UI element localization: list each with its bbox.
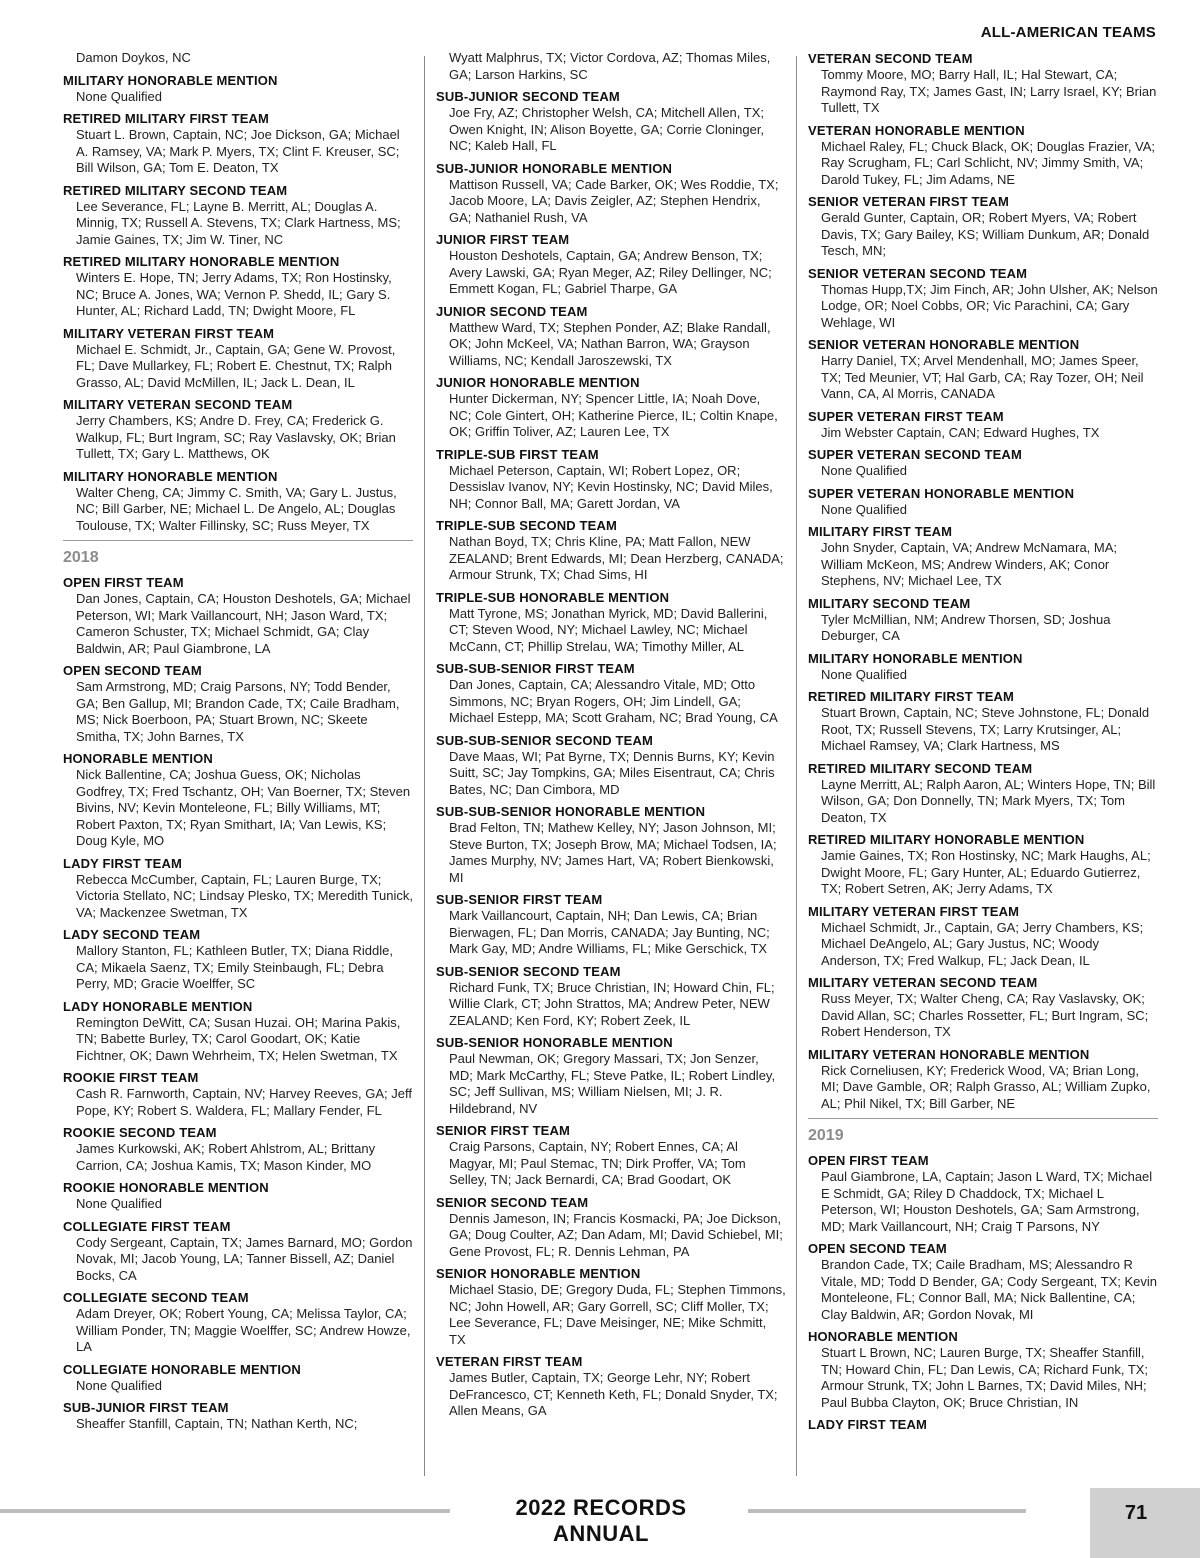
team-members: Houston Deshotels, Captain, GA; Andrew Benson, TX; Avery Lawski, GA; Ryan Meger, AZ; Riley Dellinger, NC; Emmett Kogan, FL; Gabriel Tharpe, GA — [449, 248, 772, 296]
year-heading-block — [63, 540, 413, 568]
team-heading: VETERAN FIRST TEAM — [436, 1354, 583, 1369]
team-entry — [63, 1218, 413, 1285]
team-members: Brandon Cade, TX; Caile Bradham, MS; Alessandro R Vitale, MD; Todd D Bender, GA; Cody Sergeant, TX; Kevin Monteleone, FL; Connor Ball, MA; Nick Ballentine, CA; Clay Baldwin, AR; Gordon Novak, MI — [821, 1257, 1158, 1322]
team-entry — [808, 760, 1158, 827]
team-members: Richard Funk, TX; Bruce Christian, IN; Howard Chin, FL; Willie Clark, CT; John Strattos, MA; Andrew Peter, NEW ZEALAND; Ken Ford, KY; Robert Zeek, IL — [449, 979, 775, 1028]
team-heading: LADY HONORABLE MENTION — [63, 998, 253, 1014]
team-heading: MILITARY VETERAN FIRST TEAM — [808, 903, 1020, 919]
team-heading: TRIPLE-SUB SECOND TEAM — [436, 518, 617, 533]
team-heading: OPEN SECOND TEAM — [808, 1241, 947, 1256]
team-entry — [63, 325, 413, 392]
team-entry — [808, 650, 1158, 684]
team-entry — [808, 485, 1158, 519]
team-heading: TRIPLE-SUB FIRST TEAM — [436, 446, 599, 462]
team-entry — [63, 1124, 413, 1174]
team-heading: SUB-SENIOR HONORABLE MENTION — [436, 1035, 673, 1050]
team-heading: LADY FIRST TEAM — [63, 855, 183, 871]
team-members: Matthew Ward, TX; Stephen Ponder, AZ; Blake Randall, OK; John McKeel, VA; Nathan Barron, WA; Grayson Williams, NC; Kendall Jaroszewski, TX — [449, 319, 771, 368]
team-members: Cash R. Farnworth, Captain, NV; Harvey Reeves, GA; Jeff Pope, KY; Robert S. Waldera, FL; Mallary Fender, FL — [76, 1086, 412, 1118]
team-heading: SENIOR SECOND TEAM — [436, 1194, 589, 1210]
team-members: Rebecca McCumber, Captain, FL; Lauren Burge, TX; Victoria Stellato, NC; Lindsay Plesko, TX; Meredith Tunick, VA; Mackenzee Swetman, TX — [76, 871, 413, 920]
team-entry — [436, 50, 786, 83]
team-entry — [436, 1194, 786, 1261]
team-heading: MILITARY HONORABLE MENTION — [63, 468, 278, 484]
team-heading: MILITARY VETERAN FIRST TEAM — [63, 325, 275, 341]
team-heading: HONORABLE MENTION — [808, 1329, 958, 1344]
team-entry — [63, 574, 413, 657]
team-heading: MILITARY FIRST TEAM — [808, 524, 953, 539]
team-members: Mattison Russell, VA; Cade Barker, OK; Wes Roddie, TX; Jacob Moore, LA; Davis Zeigler, AZ; Stephen Hendrix, GA; Nathaniel Rush, VA — [449, 176, 779, 225]
team-heading: ROOKIE FIRST TEAM — [63, 1070, 199, 1085]
team-members: Sheaffer Stanfill, Captain, TN; Nathan Kerth, NC; — [76, 1416, 358, 1431]
team-members: John Snyder, Captain, VA; Andrew McNamara, MA; William McKeon, MS; Andrew Winders, AK; Conor Stephens, NV; Michael Lee, TX — [821, 540, 1118, 588]
team-members: Dave Maas, WI; Pat Byrne, TX; Dennis Burns, KY; Kevin Suitt, SC; Jay Tompkins, GA; Miles Eisentraut, CA; Chris Bates, NC; Dan Cimbora, MD — [449, 748, 775, 797]
column-divider — [424, 56, 425, 1476]
team-heading: RETIRED MILITARY FIRST TEAM — [63, 111, 270, 126]
team-members: Michael Raley, FL; Chuck Black, OK; Douglas Frazier, VA; Ray Scrugham, FL; Carl Schlicht, NV; Jimmy Smith, VA; Darold Tukey, FL; Jim Adams, NE — [821, 138, 1156, 187]
team-entry — [63, 1179, 413, 1213]
team-entry — [436, 891, 786, 958]
team-heading: SUB-SUB-SENIOR HONORABLE MENTION — [436, 804, 706, 819]
team-members: Nathan Boyd, TX; Chris Kline, PA; Matt Fallon, NEW ZEALAND; Brent Edwards, MI; Dean Herzberg, CANADA; Armour Strunk, TX; Chad Sims, HI — [449, 534, 784, 582]
team-members: James Kurkowski, AK; Robert Ahlstrom, AL; Brittany Carrion, CA; Joshua Kamis, TX; Mason Kinder, MO — [76, 1141, 376, 1173]
team-heading: ROOKIE HONORABLE MENTION — [63, 1180, 269, 1195]
team-members: None Qualified — [821, 501, 907, 517]
column-divider — [796, 56, 797, 1476]
team-members: Russ Meyer, TX; Walter Cheng, CA; Ray Vaslavsky, OK; David Allan, SC; Charles Rossetter, FL; Burt Ingram, SC; Robert Henderson, TX — [821, 991, 1149, 1039]
team-entry — [808, 193, 1158, 260]
team-members: Mark Vaillancourt, Captain, NH; Dan Lewis, CA; Brian Bierwagen, FL; Dan Morris, CANADA; Jay Bunting, NC; Mark Gay, MD; Andre Williams, FL; Mike Gerschick, TX — [449, 908, 770, 956]
team-entry — [436, 803, 786, 886]
team-entry — [436, 589, 786, 656]
team-members: Dan Jones, Captain, CA; Houston Deshotels, GA; Michael Peterson, WI; Mark Vaillancourt, NH; Jason Ward, TX; Cameron Schuster, TX; Michael Schmidt, GA; Clay Baldwin, AR; Paul Giambrone, LA — [76, 591, 411, 656]
team-entry — [63, 182, 413, 249]
team-entry — [808, 1416, 1158, 1433]
team-entry — [808, 50, 1158, 117]
team-heading: MILITARY VETERAN SECOND TEAM — [808, 975, 1038, 990]
team-heading: VETERAN HONORABLE MENTION — [808, 122, 1025, 138]
team-heading: SUPER VETERAN FIRST TEAM — [808, 408, 1004, 424]
team-members: Tyler McMillian, NM; Andrew Thorsen, SD; Joshua Deburger, CA — [821, 611, 1111, 643]
team-heading: RETIRED MILITARY HONORABLE MENTION — [808, 832, 1085, 847]
team-members: James Butler, Captain, TX; George Lehr, NY; Robert DeFrancesco, CT; Kenneth Keth, FL; Donald Snyder, TX; Allen Means, GA — [449, 1370, 778, 1418]
year-heading: 2018 — [63, 549, 99, 566]
team-members: Damon Doykos, NC — [76, 50, 191, 65]
team-members: Paul Newman, OK; Gregory Massari, TX; Jon Senzer, MD; Mark McCarthy, FL; Steve Patke, IL; Robert Lindley, SC; Jeff Sullivan, MS; William Nielsen, MI; J. R. Hildebrand, NV — [449, 1051, 776, 1116]
team-members: Brad Felton, TN; Mathew Kelley, NY; Jason Johnson, MI; Steve Burton, TX; Joseph Brow, MA; Michael Todsen, IA; James Murphy, NV; James Hart, VA; Robert Bienkowski, MI — [449, 820, 777, 885]
team-entry — [436, 374, 786, 441]
column-2 — [436, 50, 786, 1425]
team-members: Mallory Stanton, FL; Kathleen Butler, TX; Diana Riddle, CA; Mikaela Saenz, TX; Emily Steinbaugh, FL; Debra Perry, MD; Gracie Woelffer, SC — [76, 943, 393, 991]
team-heading: SUPER VETERAN SECOND TEAM — [808, 447, 1022, 462]
team-entry — [63, 1289, 413, 1356]
team-entry — [63, 926, 413, 993]
team-heading: SUB-SENIOR SECOND TEAM — [436, 963, 621, 979]
team-heading: COLLEGIATE FIRST TEAM — [63, 1218, 231, 1234]
team-heading: SENIOR FIRST TEAM — [436, 1123, 570, 1138]
team-entry — [808, 408, 1158, 442]
team-entry — [63, 468, 413, 535]
team-heading: SUB-SUB-SENIOR FIRST TEAM — [436, 661, 635, 676]
team-members: Hunter Dickerman, NY; Spencer Little, IA; Noah Dove, NC; Cole Gintert, OH; Katherine Pierce, IL; Coltin Knape, OK; Griffin Toliver, AZ; Lauren Lee, TX — [449, 391, 778, 439]
running-head: ALL-AMERICAN TEAMS — [980, 24, 1156, 41]
team-entry — [63, 662, 413, 745]
team-heading: COLLEGIATE SECOND TEAM — [63, 1290, 249, 1305]
team-heading: TRIPLE-SUB HONORABLE MENTION — [436, 589, 670, 605]
team-entry — [63, 50, 413, 67]
team-members: Lee Severance, FL; Layne B. Merritt, AL; Douglas A. Minnig, TX; Russell A. Stevens, TX; Clark Hartness, MS; Jamie Gaines, TX; Jim W. Tiner, NC — [76, 198, 401, 247]
team-heading: SENIOR VETERAN HONORABLE MENTION — [808, 337, 1080, 352]
team-entry — [436, 303, 786, 370]
footer-title: 2022 RECORDS ANNUAL — [515, 1495, 687, 1546]
team-entry — [63, 1361, 413, 1395]
team-entry — [436, 1034, 786, 1117]
team-entry — [436, 1265, 786, 1348]
team-heading: LADY FIRST TEAM — [808, 1417, 928, 1432]
year-heading: 2019 — [808, 1127, 844, 1144]
team-members: Jerry Chambers, KS; Andre D. Frey, CA; Frederick G. Walkup, FL; Burt Ingram, SC; Ray Vaslavsky, OK; Brian Tullett, TX; Gary L. Matthews, OK — [76, 413, 396, 461]
team-members: Thomas Hupp,TX; Jim Finch, AR; John Ulsher, AK; Nelson Lodge, OR; Noel Cobbs, OR; Vic Parachini, CA; Gary Wehlage, WI — [821, 281, 1158, 330]
team-heading: MILITARY HONORABLE MENTION — [63, 72, 278, 88]
team-members: Layne Merritt, AL; Ralph Aaron, AL; Winters Hope, TN; Bill Wilson, GA; Don Donnelly, TN; Mark Myers, TX; Tom Deaton, TX — [821, 776, 1156, 825]
team-entry — [808, 1152, 1158, 1235]
team-entry — [808, 1240, 1158, 1323]
team-entry — [808, 903, 1158, 970]
team-entry — [808, 1328, 1158, 1411]
team-members: None Qualified — [76, 1377, 162, 1393]
team-entry — [808, 688, 1158, 755]
team-entry — [808, 122, 1158, 189]
team-members: Stuart Brown, Captain, NC; Steve Johnstone, FL; Donald Root, TX; Russell Stevens, TX; Larry Krutsinger, AL; Michael Ramsey, VA; Clark Hartness, MS — [821, 705, 1150, 753]
team-heading: LADY SECOND TEAM — [63, 927, 201, 942]
team-members: None Qualified — [821, 666, 907, 682]
team-members: Wyatt Malphrus, TX; Victor Cordova, AZ; Thomas Miles, GA; Larson Harkins, SC — [449, 50, 771, 82]
team-heading: VETERAN SECOND TEAM — [808, 51, 973, 66]
team-entry — [808, 523, 1158, 590]
team-members: Jim Webster Captain, CAN; Edward Hughes, TX — [821, 424, 1100, 440]
team-members: Dennis Jameson, IN; Francis Kosmacki, PA; Joe Dickson, GA; Doug Coulter, AZ; Dan Adam, MI; David Schiebel, MI; Gene Provost, FL; R. Dennis Lehman, PA — [449, 1210, 783, 1259]
team-heading: SENIOR HONORABLE MENTION — [436, 1266, 641, 1281]
team-entry — [436, 517, 786, 584]
team-heading: RETIRED MILITARY HONORABLE MENTION — [63, 254, 340, 269]
team-members: Cody Sergeant, Captain, TX; James Barnard, MO; Gordon Novak, MI; Jacob Young, LA; Tanner Bissell, AZ; Daniel Bocks, CA — [76, 1234, 413, 1283]
team-heading: COLLEGIATE HONORABLE MENTION — [63, 1361, 301, 1377]
team-members: None Qualified — [821, 463, 907, 478]
team-heading: RETIRED MILITARY FIRST TEAM — [808, 689, 1015, 704]
team-entry — [63, 1399, 413, 1433]
footer-rule-left — [0, 1509, 450, 1513]
team-heading: SUB-SENIOR FIRST TEAM — [436, 892, 603, 907]
team-heading: SUB-SUB-SENIOR SECOND TEAM — [436, 732, 653, 748]
team-members: Paul Giambrone, LA, Captain; Jason L Ward, TX; Michael E Schmidt, GA; Riley D Chaddock, TX; Michael L Peterson, WI; Houston Deshotels, GA; Sam Armstrong, MD; Mark Vaillancourt, NH; Craig T Parsons, NY — [821, 1169, 1153, 1234]
team-members: Matt Tyrone, MS; Jonathan Myrick, MD; David Ballerini, CT; Steven Wood, NY; Michael Lawley, NC; Michael McCann, CT; Phillip Strelau, WA; Timothy Miller, AL — [449, 605, 768, 654]
year-heading-block — [808, 1118, 1158, 1146]
team-members: Michael Stasio, DE; Gregory Duda, FL; Stephen Timmons, NC; John Howell, AR; Gary Gorrell, SC; Cliff Moller, TX; Lee Severance, FL; Dave Meisinger, NE; Mike Schmitt, TX — [449, 1282, 786, 1347]
team-heading: JUNIOR SECOND TEAM — [436, 303, 588, 319]
team-members: Adam Dreyer, OK; Robert Young, CA; Melissa Taylor, CA; William Ponder, TN; Maggie Woelffer, SC; Andrew Howze, LA — [76, 1306, 411, 1354]
team-entry — [436, 88, 786, 155]
team-heading: MILITARY SECOND TEAM — [808, 595, 971, 611]
team-entry — [436, 231, 786, 298]
team-members: Stuart L Brown, NC; Lauren Burge, TX; Sheaffer Stanfill, TN; Howard Chin, FL; Dan Lewis, CA; Richard Funk, TX; Armour Strunk, TX; John L Barnes, TX; David Miles, NH; Paul Bubba Clayton, OK; Bruce Christian, IN — [821, 1345, 1149, 1410]
team-entry — [63, 72, 413, 106]
team-entry — [808, 336, 1158, 403]
team-members: Michael Peterson, Captain, WI; Robert Lopez, OR; Dessislav Ivanov, NY; Kevin Hostinsky, NC; David Miles, NH; Connor Ball, MA; Garett Jordan, VA — [449, 462, 773, 511]
team-entry — [63, 1069, 413, 1119]
team-heading: MILITARY VETERAN HONORABLE MENTION — [808, 1046, 1090, 1062]
team-entry — [436, 1353, 786, 1420]
team-entry — [63, 110, 413, 177]
team-members: Sam Armstrong, MD; Craig Parsons, NY; Todd Bender, GA; Ben Gallup, MI; Brandon Cade, TX; Caile Bradham, MS; Nick Boerboon, PA; Stuart Brown, NC; Skeete Smitha, TX; John Barnes, TX — [76, 679, 400, 744]
team-entry — [63, 998, 413, 1065]
team-members: None Qualified — [76, 1196, 162, 1211]
team-members: Tommy Moore, MO; Barry Hall, IL; Hal Stewart, CA; Raymond Ray, TX; James Gast, IN; Larry Israel, KY; Brian Tullett, TX — [821, 67, 1157, 115]
team-members: Gerald Gunter, Captain, OR; Robert Myers, VA; Robert Davis, TX; Gary Bailey, KS; William Dunkum, AR; Donald Tesch, MN; — [821, 210, 1150, 258]
team-entry — [63, 855, 413, 922]
team-members: Remington DeWitt, CA; Susan Huzai. OH; Marina Pakis, TN; Babette Burley, TX; Carol Goodart, OK; Katie Fichtner, OK; Dawn Wehrheim, TX; Helen Swetman, TX — [76, 1014, 401, 1063]
team-heading: RETIRED MILITARY SECOND TEAM — [808, 760, 1033, 776]
team-members: Joe Fry, AZ; Christopher Welsh, CA; Mitchell Allen, TX; Owen Knight, IN; Alison Boyette, GA; Corrie Cloninger, NC; Kaleb Hall, FL — [449, 105, 765, 153]
team-entry — [808, 446, 1158, 480]
team-entry — [808, 974, 1158, 1041]
team-heading: SUB-JUNIOR HONORABLE MENTION — [436, 160, 673, 176]
team-heading: SENIOR VETERAN FIRST TEAM — [808, 194, 1009, 209]
team-members: None Qualified — [76, 88, 162, 104]
column-3 — [808, 50, 1158, 1438]
team-members: Michael E. Schmidt, Jr., Captain, GA; Gene W. Provost, FL; Dave Mullarkey, FL; Robert E. Chestnut, TX; Ralph Grasso, AL; David McMillen, IL; Jack L. Dean, IL — [76, 341, 396, 390]
team-heading: OPEN FIRST TEAM — [63, 575, 184, 590]
team-heading: HONORABLE MENTION — [63, 751, 213, 766]
team-heading: SENIOR VETERAN SECOND TEAM — [808, 265, 1028, 281]
team-entry — [63, 396, 413, 463]
team-members: Walter Cheng, CA; Jimmy C. Smith, VA; Gary L. Justus, NC; Bill Garber, NE; Michael L. De Angelo, AL; Douglas Toulouse, TX; Walter Fillinsky, SC; Russ Meyer, TX — [76, 484, 397, 533]
team-heading: ROOKIE SECOND TEAM — [63, 1125, 217, 1140]
page-number: 71 — [1124, 1502, 1148, 1524]
team-heading: SUB-JUNIOR SECOND TEAM — [436, 89, 620, 104]
team-entry — [436, 732, 786, 799]
team-heading: OPEN FIRST TEAM — [808, 1153, 929, 1168]
team-members: Jamie Gaines, TX; Ron Hostinsky, NC; Mark Haughs, AL; Dwight Moore, FL; Gary Hunter, AL; Eduardo Gutierrez, TX; Robert Setren, AK; Jerry Adams, TX — [821, 848, 1151, 896]
team-members: Stuart L. Brown, Captain, NC; Joe Dickson, GA; Michael A. Ramsey, VA; Mark P. Myers, TX; Clint F. Kreuser, SC; Bill Wilson, GA; Tom E. Deaton, TX — [76, 127, 400, 175]
team-heading: SUPER VETERAN HONORABLE MENTION — [808, 485, 1075, 501]
team-entry — [436, 963, 786, 1030]
team-entry — [808, 1046, 1158, 1113]
team-members: Rick Corneliusen, KY; Frederick Wood, VA; Brian Long, MI; Dave Gamble, OR; Ralph Grasso, AL; William Zupko, AL; Phil Nikel, TX; Bill Garber, NE — [821, 1062, 1151, 1111]
team-members: Craig Parsons, Captain, NY; Robert Ennes, CA; Al Magyar, MI; Paul Stemac, TN; Dirk Proffer, VA; Tom Selley, TN; Jack Bernardi, CA; Brad Goodart, OK — [449, 1139, 746, 1187]
team-entry — [808, 831, 1158, 898]
team-entry — [436, 446, 786, 513]
team-entry — [808, 595, 1158, 645]
team-entry — [63, 253, 413, 320]
team-heading: MILITARY VETERAN SECOND TEAM — [63, 397, 293, 412]
team-entry — [808, 265, 1158, 332]
team-heading: JUNIOR FIRST TEAM — [436, 232, 570, 247]
column-1 — [63, 50, 413, 1438]
team-members: Nick Ballentine, CA; Joshua Guess, OK; Nicholas Godfrey, TX; Fred Tschantz, OH; Van Boerner, TX; Steven Bivins, NV; Kevin Monteleone, FL; Billy Williams, MT; Robert Paxton, TX; Ryan Smithart, IA; Van Lewis, KS; Doug Kyle, MO — [76, 767, 411, 848]
team-entry — [436, 1122, 786, 1189]
team-entry — [63, 750, 413, 850]
team-members: Winters E. Hope, TN; Jerry Adams, TX; Ron Hostinsky, NC; Bruce A. Jones, WA; Vernon P. Shedd, IL; Gary S. Hunter, AL; Richard Ladd, TN; Dwight Moore, FL — [76, 270, 392, 318]
team-entry — [436, 160, 786, 227]
footer-rule-right — [748, 1509, 1026, 1513]
team-heading: OPEN SECOND TEAM — [63, 663, 202, 678]
team-heading: SUB-JUNIOR FIRST TEAM — [63, 1400, 229, 1415]
team-members: Michael Schmidt, Jr., Captain, GA; Jerry Chambers, KS; Michael DeAngelo, AL; Gary Justus, NC; Woody Anderson, TX; Fred Walkup, FL; Jack Dean, IL — [821, 919, 1144, 968]
team-entry — [436, 660, 786, 727]
team-members: Harry Daniel, TX; Arvel Mendenhall, MO; James Speer, TX; Ted Meunier, VT; Hal Garb, CA; Ray Tozer, OH; Neil Vann, CA, Al Morris, CANADA — [821, 353, 1144, 401]
team-heading: RETIRED MILITARY SECOND TEAM — [63, 182, 288, 198]
team-heading: MILITARY HONORABLE MENTION — [808, 650, 1023, 666]
team-members: Dan Jones, Captain, CA; Alessandro Vitale, MD; Otto Simmons, NC; Bryan Rogers, OH; Jim Lindell, GA; Michael Estepp, MA; Scott Graham, NC; Brad Young, CA — [449, 677, 778, 725]
team-heading: JUNIOR HONORABLE MENTION — [436, 375, 640, 390]
